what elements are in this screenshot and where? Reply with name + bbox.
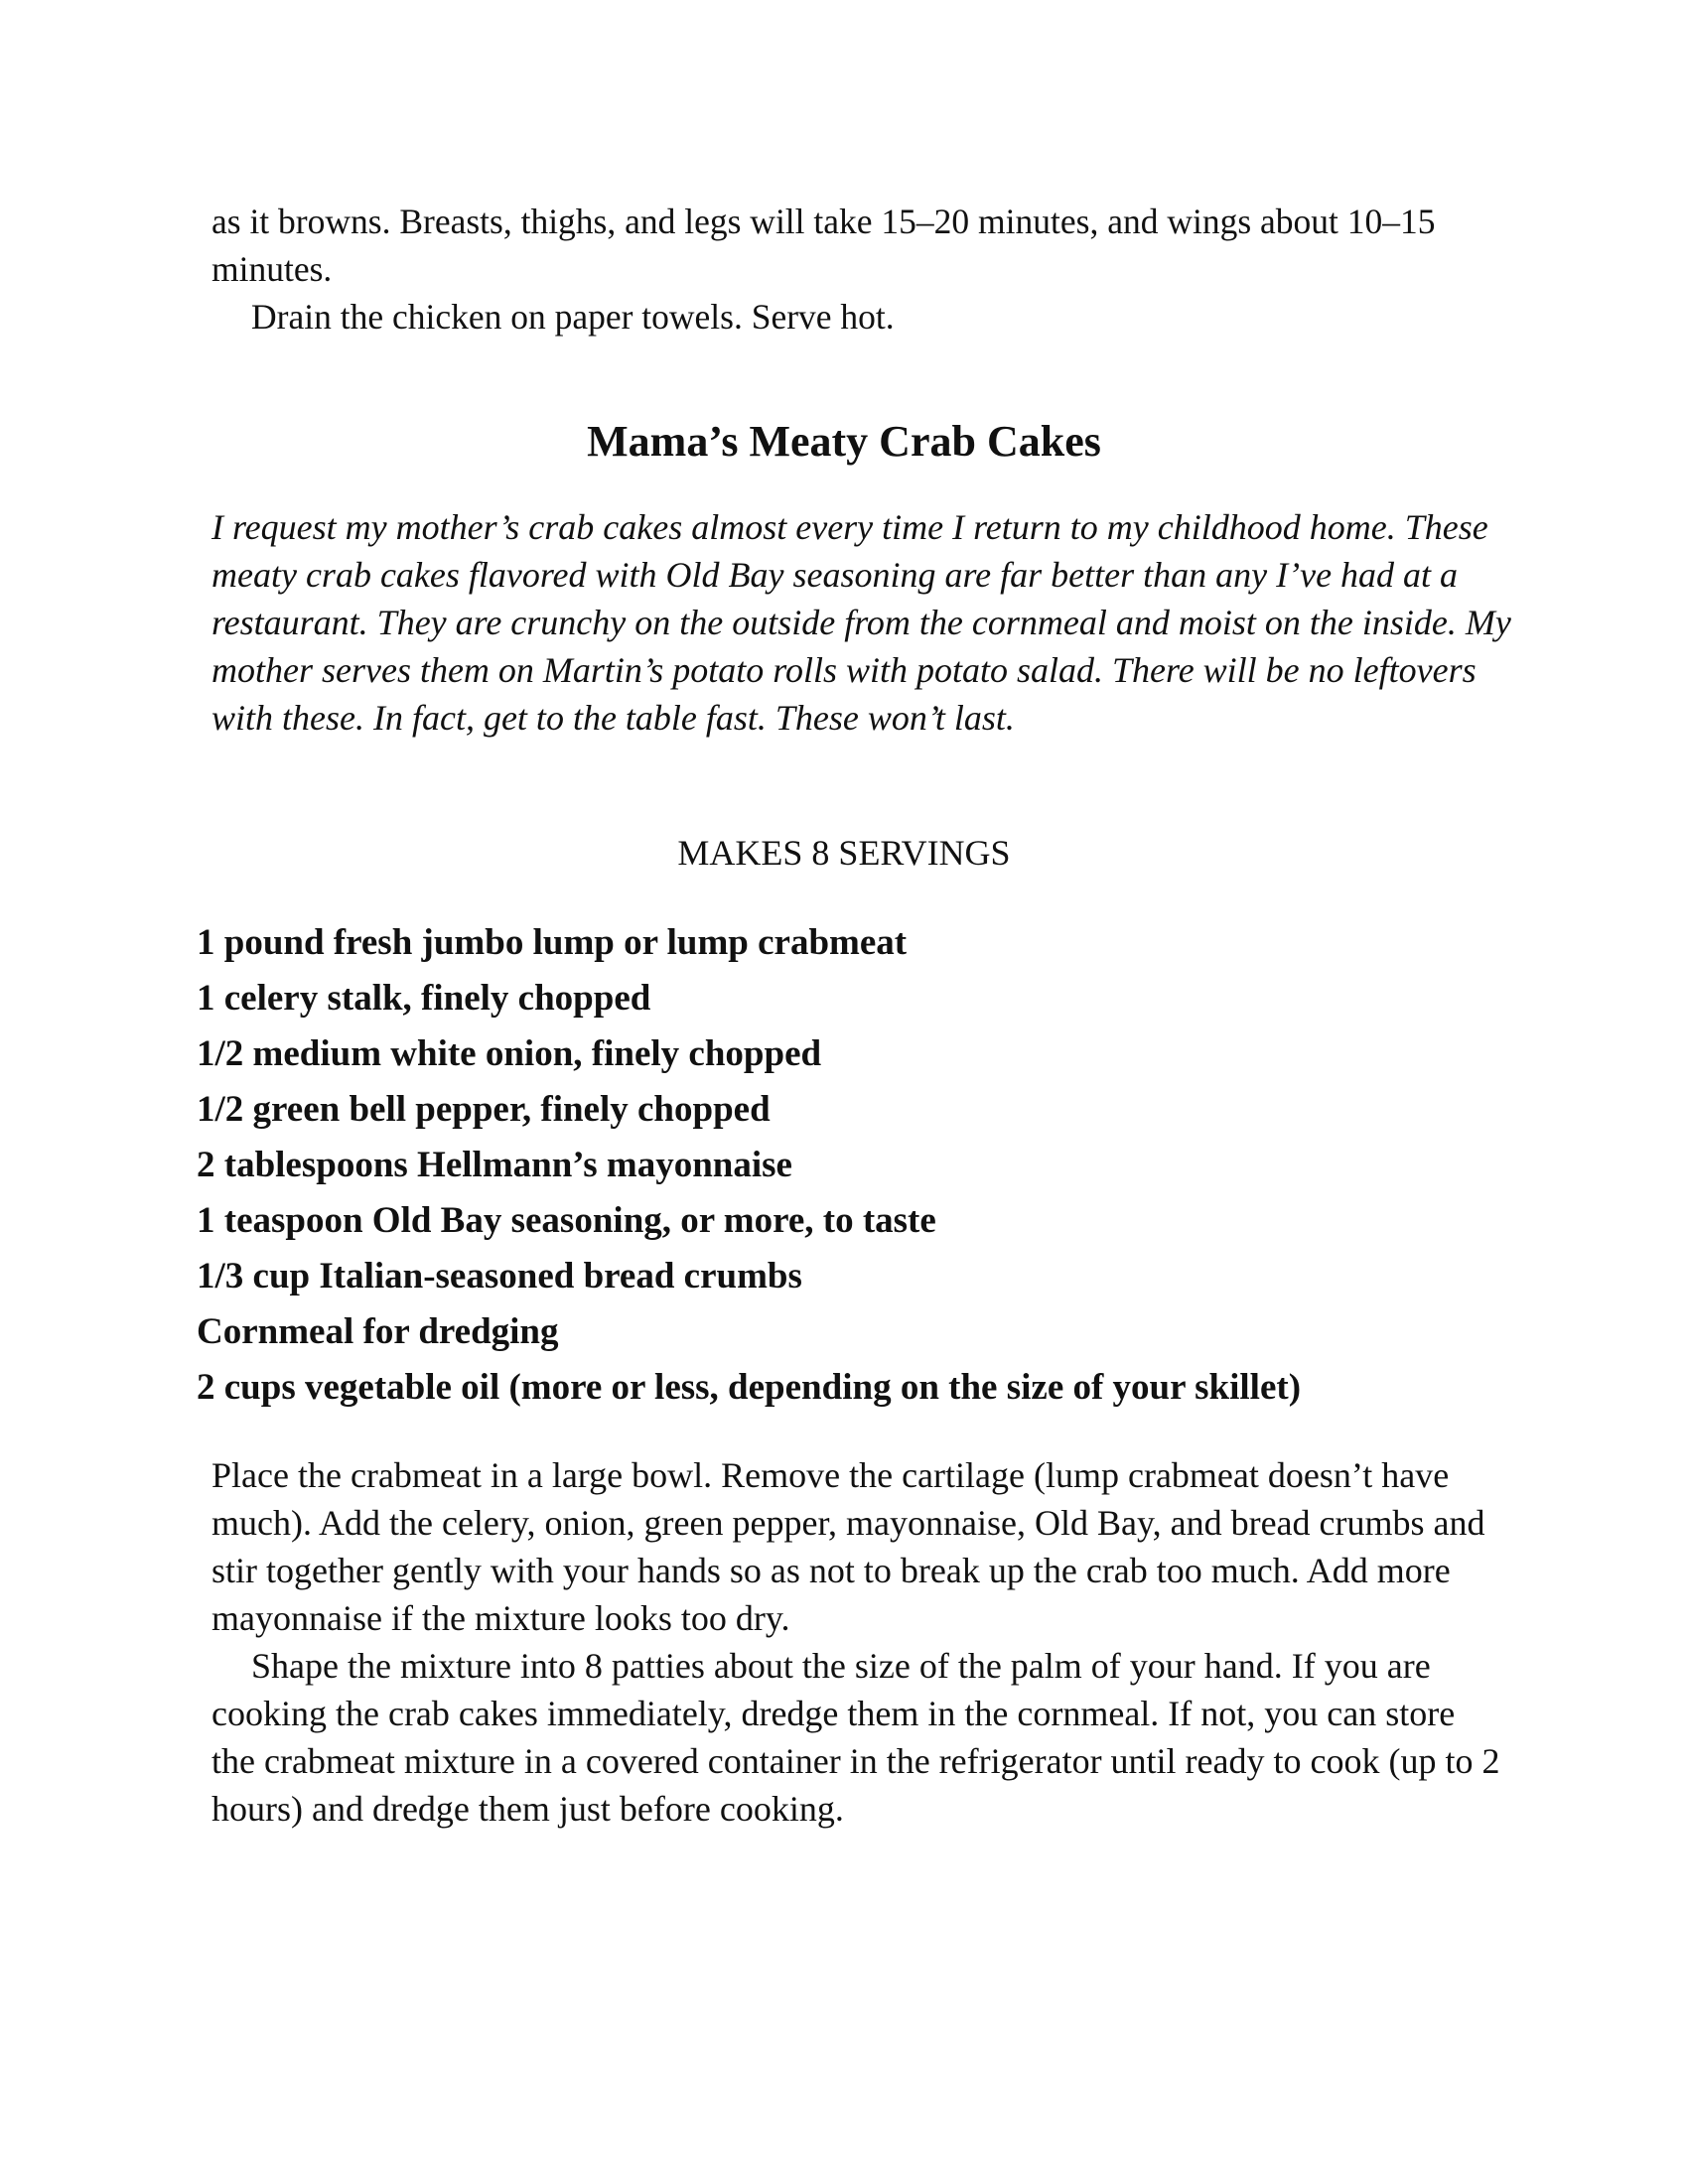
- recipe-yield: MAKES 8 SERVINGS: [677, 833, 1011, 873]
- ingredient-item: 1 pound fresh jumbo lump or lump crabmeat: [197, 922, 908, 963]
- previous-recipe-continuation: [211, 198, 1502, 341]
- recipe-method: [211, 1451, 1502, 1833]
- continuation-paragraph: Drain the chicken on paper towels. Serve hot.: [251, 297, 895, 337]
- ingredient-item: 1/3 cup Italian-seasoned bread crumbs: [197, 1256, 802, 1297]
- recipe-title: Mama’s Meaty Crab Cakes: [587, 417, 1101, 466]
- ingredient-list: [197, 915, 1587, 1416]
- ingredient-item: Cornmeal for dredging: [197, 1311, 559, 1352]
- ingredient-item: 1 teaspoon Old Bay seasoning, or more, to taste: [197, 1200, 936, 1241]
- method-paragraph: Shape the mixture into 8 patties about the size of the palm of your hand. If you are cooking the crab cakes immediately, dredge them in the cornmeal. If not, you can store the crabmeat mixture in a covered container in the refrigerator until ready to cook (up to 2 hours) and dredge them just before cooking.: [211, 1646, 1500, 1829]
- ingredient-item: 2 cups vegetable oil (more or less, depending on the size of your skillet): [197, 1367, 1302, 1408]
- ingredient-item: 2 tablespoons Hellmann’s mayonnaise: [197, 1145, 792, 1185]
- continuation-paragraph: as it browns. Breasts, thighs, and legs will take 15–20 minutes, and wings about 10–15 minutes.: [211, 202, 1436, 289]
- method-paragraph: Place the crabmeat in a large bowl. Remove the cartilage (lump crabmeat doesn’t have much). Add the celery, onion, green pepper, mayonnaise, Old Bay, and bread crumbs and stir together gently with your hands so as not to break up the crab too much. Add more mayonnaise if the mixture looks too dry.: [211, 1455, 1485, 1638]
- ingredient-item: 1 celery stalk, finely chopped: [197, 978, 651, 1019]
- recipe-headnote: I request my mother’s crab cakes almost every time I return to my childhood home. These meaty crab cakes flavored with Old Bay seasoning are far better than any I’ve had at a restaurant. They are crunchy on the outside from the cornmeal and moist on the inside. My mother serves them on Martin’s potato rolls with potato salad. There will be no leftovers with these. In fact, get to the table fast. These won’t last.: [211, 507, 1511, 738]
- ingredient-item: 1/2 green bell pepper, finely chopped: [197, 1089, 771, 1130]
- ingredient-item: 1/2 medium white onion, finely chopped: [197, 1033, 822, 1074]
